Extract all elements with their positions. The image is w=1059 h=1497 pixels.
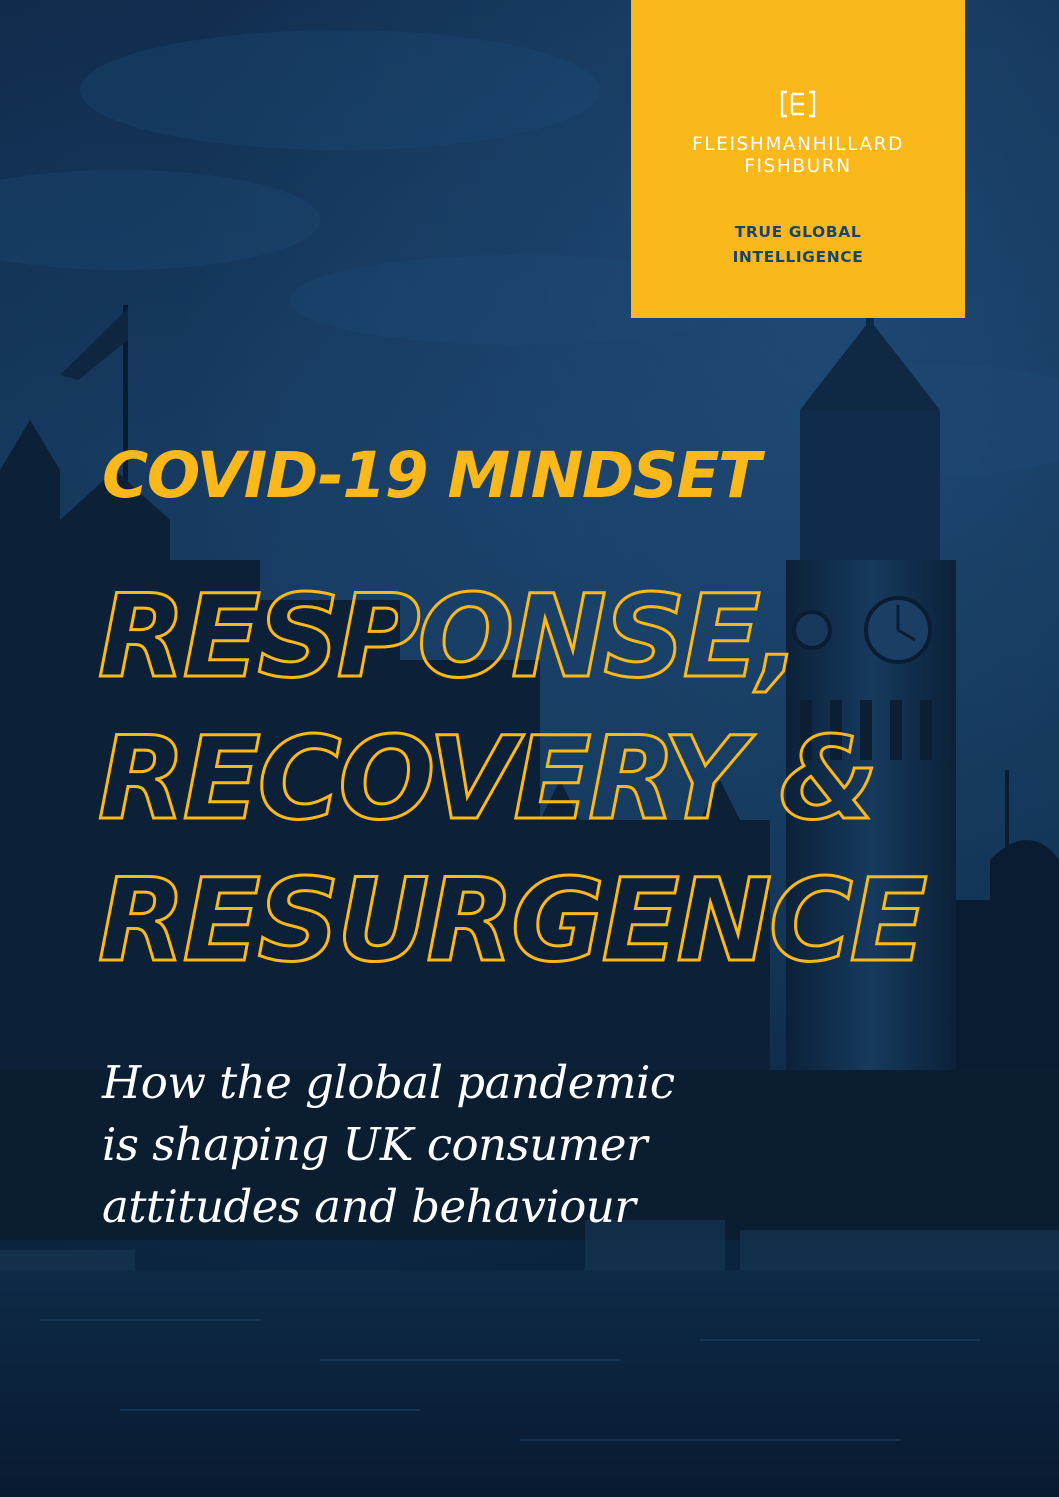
report-title-line1: RESPONSE, [98,570,798,703]
brand-tagline [631,220,965,270]
report-subtitle-line1: How the global pandemic [102,1056,675,1109]
fh-logo-mark-icon [780,90,816,118]
report-title-line3: RESURGENCE [98,854,925,987]
report-subtitle-line2: is shaping UK consumer [102,1118,647,1171]
brand-logo-box [631,0,965,318]
brand-name [631,134,965,178]
brand-name-line2: FISHBURN [744,156,852,177]
report-kicker: COVID-19 MINDSET [102,439,760,512]
brand-tagline-line2: INTELLIGENCE [732,248,864,266]
report-subtitle-line3: attitudes and behaviour [102,1180,636,1233]
report-subtitle [102,1052,675,1238]
brand-tagline-line1: TRUE GLOBAL [734,223,862,241]
report-title [98,566,925,992]
brand-name-line1: FLEISHMANHILLARD [692,134,904,155]
report-title-line2: RECOVERY & [98,712,876,845]
